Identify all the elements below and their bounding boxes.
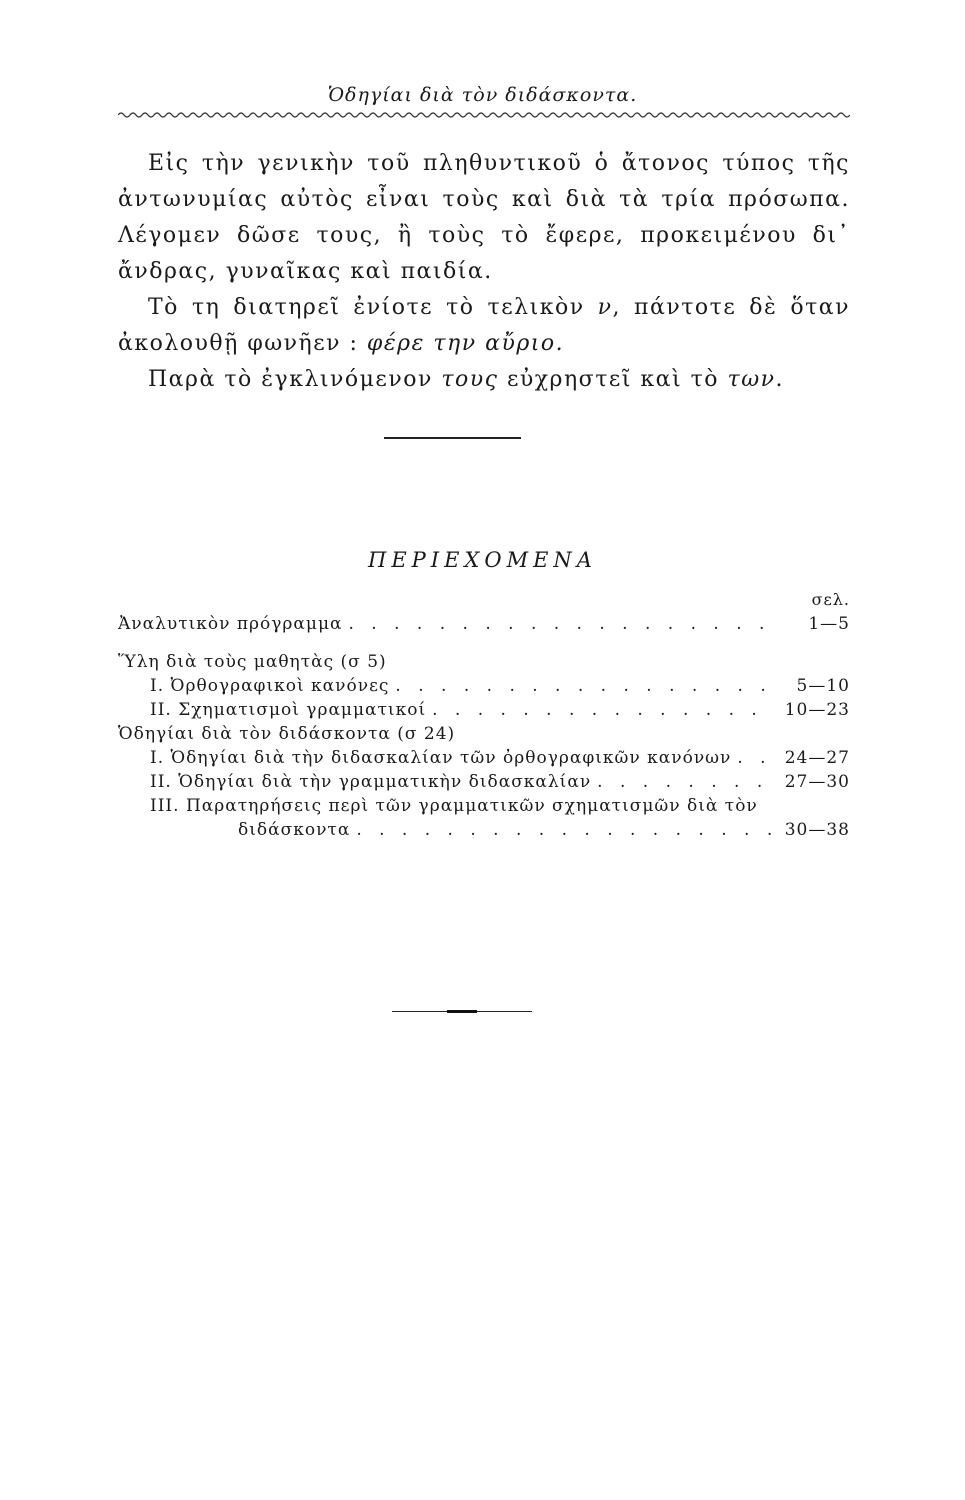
toc-entry — [118, 818, 850, 842]
paragraph-1: Εἰς τὴν γενικὴν τοῦ πληθυντικοῦ ὁ ἄτονος τύπος τῆς ἀντωνυμίας αὐτὸς εἶναι τοὺς καὶ διὰ τὰ τρία πρόσωπα. Λέγομεν δῶσε τους, ἢ τοὺς τὸ ἔφερε, προκειμένου δι᾽ ἄνδρας, γυναῖκας καὶ παιδία. — [118, 151, 850, 284]
toc-entry-label: Ὕλη διὰ τοὺς μαθητὰς (σ 5) — [118, 652, 387, 672]
p3-ton: των — [727, 367, 776, 392]
toc-entry-label: διδάσκοντα — [238, 820, 351, 840]
toc-entry-label: I. Ὀρθογραφικοὶ κανόνες — [150, 676, 390, 696]
toc-leader-dots — [356, 818, 774, 842]
paragraph-2 — [118, 290, 850, 362]
p3-text-end: . — [775, 367, 785, 392]
toc-entry-label: II. Σχηματισμοὶ γραμματικοί — [150, 700, 427, 720]
toc-entry-pages: 1—5 — [808, 614, 850, 634]
running-head: Ὁδηγίαι διὰ τὸν διδάσκοντα. — [327, 84, 638, 106]
toc-title: ΠΕΡΙΕΧΟΜΕΝΑ — [368, 548, 597, 572]
toc-entry — [118, 650, 850, 674]
toc-leader-dots — [395, 674, 774, 698]
toc-entry — [118, 722, 850, 746]
p2-text-start: Τὸ τη διατηρεῖ ἐνίοτε τὸ τελικὸν — [148, 295, 585, 320]
toc-entry-pages: 30—38 — [784, 820, 850, 840]
p2-nu: ν — [597, 295, 613, 320]
toc-entry-pages: 5—10 — [796, 676, 850, 696]
p3-text-mid: εὐχρηστεῖ καὶ τὸ — [506, 367, 720, 392]
toc-entry — [118, 770, 850, 794]
paragraph-3 — [118, 362, 850, 398]
toc-entry-pages: 24—27 — [784, 748, 850, 768]
p3-tous: τους — [441, 367, 499, 392]
toc-leader-dots — [432, 698, 774, 722]
toc-page-column-label: σελ. — [811, 590, 850, 609]
p2-example: φέρε την αὔριο. — [366, 331, 565, 356]
body-text — [118, 146, 850, 398]
toc-entry — [118, 794, 850, 818]
toc-entry — [118, 612, 850, 636]
toc-entry-pages: 27—30 — [784, 772, 850, 792]
toc-entry-label: II. Ὁδηγίαι διὰ τὴν γραμματικὴν διδασκαλίαν — [150, 772, 592, 792]
wavy-rule-divider — [118, 110, 850, 120]
toc-entry-label: I. Ὁδηγίαι διὰ τὴν διδασκαλίαν τῶν ὀρθογραφικῶν κανόνων — [150, 748, 732, 768]
toc-leader-dots — [597, 770, 774, 794]
toc-entry — [118, 746, 850, 770]
table-of-contents — [118, 612, 850, 842]
toc-entry — [118, 674, 850, 698]
toc-entry-label: Ὁδηγίαι διὰ τὸν διδάσκοντα (σ 24) — [118, 724, 456, 744]
end-ornament — [392, 1010, 532, 1014]
p3-text-start: Παρὰ τὸ ἐγκλινόμενον — [148, 367, 433, 392]
p2-text-end: , πάντοτε δὲ ὅταν ἀκολουθῇ φωνῆεν : — [118, 295, 850, 356]
end-ornament-mark — [447, 1010, 477, 1013]
section-divider — [384, 437, 521, 439]
toc-entry — [118, 698, 850, 722]
toc-entry-pages: 10—23 — [784, 700, 850, 720]
toc-leader-dots — [737, 746, 774, 770]
toc-entry-label: Ἀναλυτικὸν πρόγραμμα — [118, 614, 343, 634]
toc-entry-label: III. Παρατηρήσεις περὶ τῶν γραμματικῶν σχηματισμῶν διὰ τὸν — [150, 796, 758, 816]
toc-leader-dots — [348, 612, 774, 636]
